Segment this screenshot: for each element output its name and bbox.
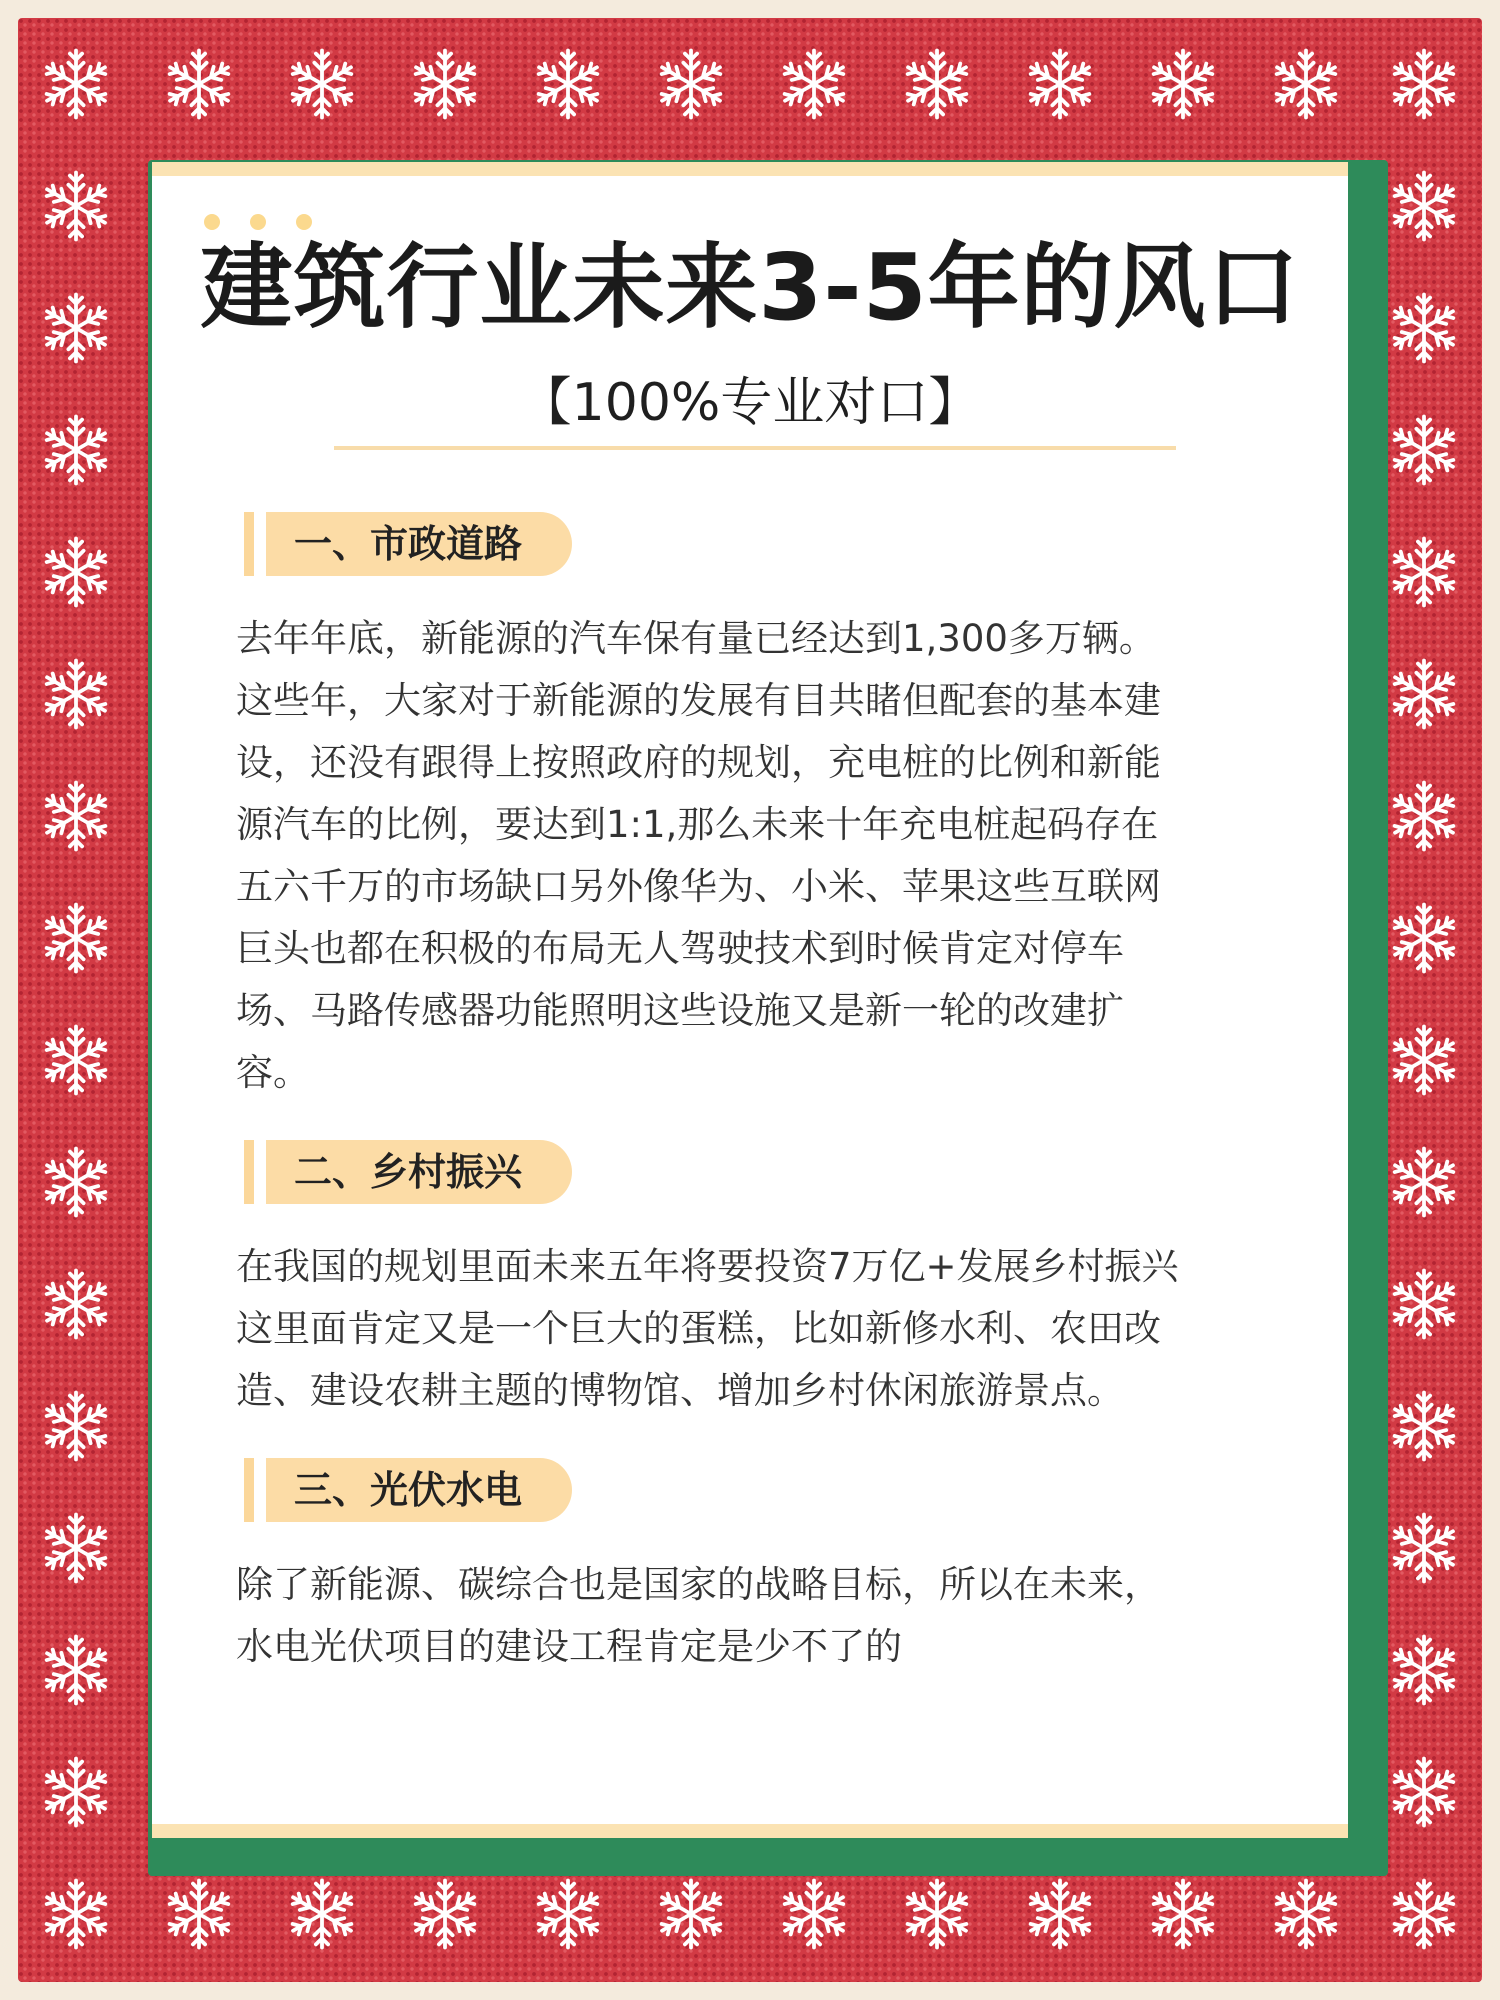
text-line: 这里面肯定又是一个巨大的蛋糕，比如新修水利、农田改 [236, 1307, 1161, 1350]
snowflake-icon [1145, 46, 1221, 122]
snowflake-icon [38, 290, 114, 366]
heading-text: 三、光伏水电 [294, 1468, 523, 1512]
snowflake-icon [38, 1632, 114, 1708]
snowflake-icon [1022, 1876, 1098, 1952]
heading-bar [244, 1140, 254, 1204]
heading-bar [244, 1458, 254, 1522]
snowflake-icon [38, 1754, 114, 1830]
text-line: 容。 [236, 1051, 310, 1094]
snowflake-icon [1022, 46, 1098, 122]
text-line: 水电光伏项目的建设工程肯定是少不了的 [236, 1625, 902, 1668]
text-line: 在我国的规划里面未来五年将要投资7万亿+发展乡村振兴 [236, 1245, 1179, 1288]
snowflake-icon [530, 46, 606, 122]
text-line: 巨头也都在积极的布局无人驾驶技术到时候肯定对停车 [236, 927, 1124, 970]
snowflake-icon [38, 656, 114, 732]
text-line: 设，还没有跟得上按照政府的规划，充电桩的比例和新能 [236, 741, 1161, 784]
snowflake-icon [899, 46, 975, 122]
snowflake-icon [1386, 290, 1462, 366]
snowflake-icon [38, 46, 114, 122]
snowflake-icon [1386, 656, 1462, 732]
content-card [152, 162, 1348, 1838]
snowflake-icon [407, 1876, 483, 1952]
snowflake-icon [1386, 1266, 1462, 1342]
snowflake-icon [776, 46, 852, 122]
snowflake-icon [38, 168, 114, 244]
text-line: 场、马路传感器功能照明这些设施又是新一轮的改建扩 [236, 989, 1124, 1032]
snowflake-icon [1386, 1876, 1462, 1952]
snowflake-icon [38, 1510, 114, 1586]
bottom-stripe [152, 1824, 1348, 1838]
snowflake-icon [1386, 1632, 1462, 1708]
snowflake-icon [38, 534, 114, 610]
page-title: 建筑行业未来3-5年的风口 [200, 234, 1300, 341]
snowflake-icon [38, 778, 114, 854]
section-paragraph [236, 608, 1296, 1104]
snowflake-icon [161, 46, 237, 122]
section-paragraph [236, 1236, 1296, 1422]
snowflake-icon [1145, 1876, 1221, 1952]
heading-text: 一、市政道路 [294, 522, 523, 566]
text-line: 除了新能源、碳综合也是国家的战略目标，所以在未来， [236, 1563, 1161, 1606]
snowflake-icon [38, 412, 114, 488]
snowflake-icon [1268, 1876, 1344, 1952]
snowflake-icon [530, 1876, 606, 1952]
snowflake-icon [1386, 1754, 1462, 1830]
snowflake-icon [653, 1876, 729, 1952]
snowflake-icon [284, 1876, 360, 1952]
heading-bar [244, 512, 254, 576]
section-paragraph [236, 1554, 1296, 1678]
snowflake-icon [1386, 1144, 1462, 1220]
snowflake-icon [38, 1022, 114, 1098]
page-subtitle: 【100%专业对口】 [519, 373, 981, 433]
text-line: 这些年，大家对于新能源的发展有目共睹但配套的基本建 [236, 679, 1161, 722]
text-line: 源汽车的比例，要达到1:1,那么未来十年充电桩起码存在 [236, 803, 1159, 846]
top-stripe [152, 162, 1348, 176]
snowflake-icon [653, 46, 729, 122]
snowflake-icon [776, 1876, 852, 1952]
snowflake-icon [1386, 1388, 1462, 1464]
snowflake-icon [899, 1876, 975, 1952]
snowflake-icon [38, 1144, 114, 1220]
snowflake-icon [1386, 1510, 1462, 1586]
snowflake-icon [1386, 534, 1462, 610]
snowflake-icon [1268, 46, 1344, 122]
heading-text: 二、乡村振兴 [294, 1150, 523, 1194]
snowflake-icon [284, 46, 360, 122]
text-line: 五六千万的市场缺口另外像华为、小米、苹果这些互联网 [236, 865, 1161, 908]
snowflake-icon [161, 1876, 237, 1952]
snowflake-icon [1386, 168, 1462, 244]
snowflake-icon [38, 1876, 114, 1952]
snowflake-icon [1386, 46, 1462, 122]
snowflake-icon [1386, 900, 1462, 976]
title-divider [334, 446, 1176, 450]
text-line: 造、建设农耕主题的博物馆、增加乡村休闲旅游景点。 [236, 1369, 1124, 1412]
snowflake-icon [1386, 412, 1462, 488]
snowflake-icon [1386, 778, 1462, 854]
snowflake-icon [38, 900, 114, 976]
snowflake-icon [38, 1266, 114, 1342]
snowflake-icon [38, 1388, 114, 1464]
text-line: 去年年底，新能源的汽车保有量已经达到1,300多万辆。 [236, 617, 1156, 660]
snowflake-icon [1386, 1022, 1462, 1098]
snowflake-icon [407, 46, 483, 122]
